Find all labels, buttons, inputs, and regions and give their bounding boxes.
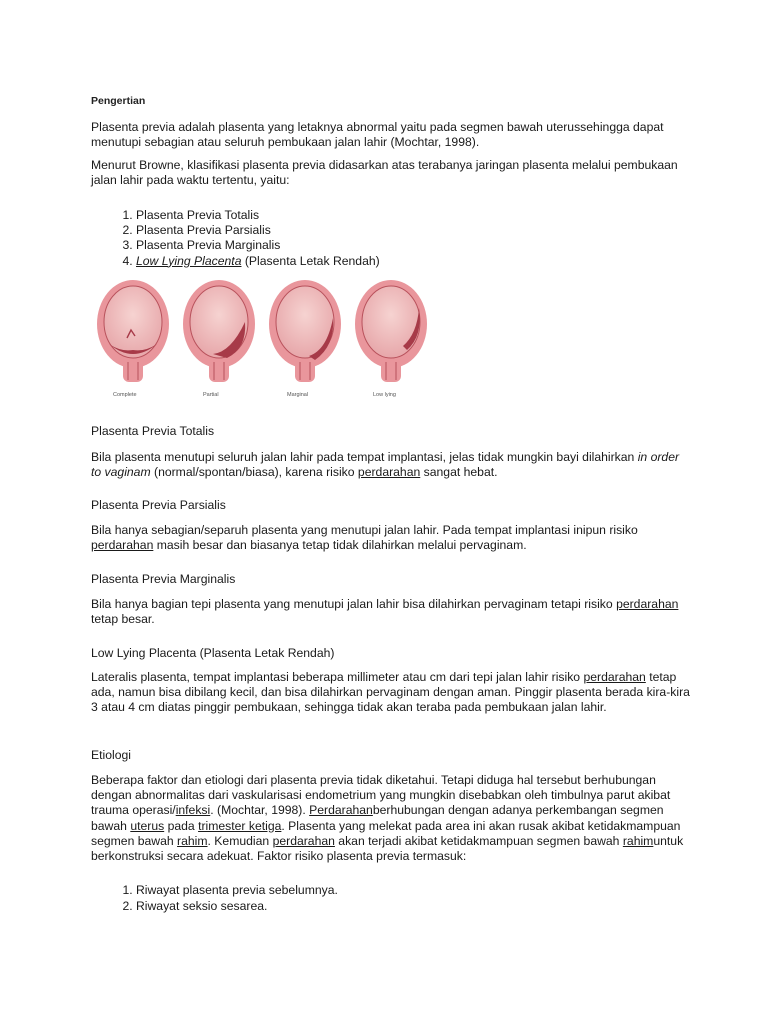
uterus-diagram-marginal: [269, 280, 341, 382]
list-item: 1. Riwayat plasenta previa sebelumnya.: [136, 883, 736, 898]
rahim-link[interactable]: rahim: [177, 833, 208, 848]
section-title-totalis: Plasenta Previa Totalis: [91, 424, 215, 438]
list-item: 2. Plasenta Previa Parsialis: [136, 223, 736, 238]
perdarahan-link[interactable]: Perdarahan: [309, 803, 373, 818]
uterus-diagram-partial: [183, 280, 255, 382]
list-item: 1. Plasenta Previa Totalis: [136, 208, 736, 223]
text-span: masih besar dan biasanya tetap tidak dilahirkan melalui pervaginam.: [153, 538, 527, 553]
paragraph-low-lying: [91, 670, 691, 716]
text-span: Bila hanya bagian tepi plasenta yang menutupi jalan lahir bisa dilahirkan pervaginam tetapi risiko: [91, 597, 617, 611]
text-span: berhubungan dengan adanya perkembangan segmen bawah: [91, 803, 664, 833]
paragraph-parsialis: [91, 523, 691, 553]
placenta-previa-figure: [91, 272, 451, 407]
text-span: Lateralis plasenta, tempat implantasi beberapa millimeter atau cm dari tepi jalan lahir risiko: [91, 670, 584, 684]
perdarahan-link[interactable]: perdarahan: [616, 597, 679, 611]
uterus-diagram-low-lying: [355, 280, 427, 382]
text-span: untuk berkonstruksi secara adekuat. Faktor risiko plasenta previa termasuk:: [91, 833, 684, 864]
text-span: akan terjadi akibat ketidakmampuan segmen bawah: [334, 833, 623, 848]
text-span: Bila plasenta menutupi seluruh jalan lahir pada tempat implantasi, jelas tidak mungkin bayi dilahirkan: [91, 450, 638, 464]
uterus-diagram-complete: [97, 280, 169, 382]
text-span: pada: [164, 818, 199, 833]
trimester-ketiga-link[interactable]: trimester ketiga: [198, 818, 282, 833]
text-span: Beberapa faktor dan etiologi dari plasenta previa tidak diketahui. Tetapi diduga hal tersebut berhubungan dengan abnormalitas dari vaskularisasi endometrium yang mungkin disebabkan oleh timbulnya parut akibat trauma operasi/: [91, 773, 671, 818]
figure-caption-marginal: Marginal: [287, 392, 309, 398]
intro-paragraph-1: Plasenta previa adalah plasenta yang letaknya abnormal yaitu pada segmen bawah uterussehingga dapat menutupi sebagian atau seluruh pembukaan jalan lahir (Mochtar, 1998).: [91, 120, 664, 150]
classification-list: [91, 208, 736, 269]
section-title-parsialis: Plasenta Previa Parsialis: [91, 498, 226, 512]
list-item: 3. Plasenta Previa Marginalis: [136, 238, 736, 253]
intro-paragraph-2: Menurut Browne, klasifikasi plasenta previa didasarkan atas terabanya jaringan plasenta melalui pembukaan jalan lahir pada waktu tertentu, yaitu:: [91, 158, 678, 188]
rahim-link[interactable]: rahim: [622, 833, 654, 848]
section-title-low-lying: Low Lying Placenta (Plasenta Letak Rendah): [91, 646, 335, 660]
perdarahan-link[interactable]: perdarahan: [91, 538, 154, 553]
list-item-rest: (Plasenta Letak Rendah): [241, 253, 380, 268]
text-span: . (Mochtar, 1998).: [210, 803, 310, 818]
figure-caption-complete: Complete: [113, 392, 137, 398]
italic-phrase: in order to vaginam: [91, 450, 680, 480]
list-item: [136, 254, 736, 269]
figure-caption-low-lying: Low lying: [373, 392, 396, 398]
perdarahan-link[interactable]: perdarahan: [357, 465, 421, 480]
section-heading-pengertian: Pengertian: [91, 95, 146, 107]
text-span: tetap ada, namun bisa dibilang kecil, dan bisa dilahirkan pervaginam dengan aman. Pinggir plasenta berada kira-kira 3 atau 4 cm diatas pinggir pembukaan, sehingga tidak akan teraba pada pembukaan jalan lahir.: [91, 670, 690, 715]
paragraph-marginalis: [91, 597, 691, 627]
perdarahan-link[interactable]: perdarahan: [583, 670, 646, 684]
uterus-link[interactable]: uterus: [130, 818, 165, 833]
text-span: . Plasenta yang melekat pada area ini akan rusak akibat ketidakmampuan segmen bawah: [91, 818, 681, 848]
paragraph-etiologi: [91, 773, 691, 864]
text-span: (normal/spontan/biasa), karena risiko: [150, 465, 358, 480]
text-span: tetap besar.: [91, 612, 155, 627]
figure-caption-partial: Partial: [203, 392, 219, 398]
section-title-etiologi: Etiologi: [91, 748, 131, 762]
paragraph-totalis: [91, 450, 691, 480]
text-span: sangat hebat.: [420, 465, 498, 480]
text-span: . Kemudian: [207, 833, 273, 848]
list-item: 2. Riwayat seksio sesarea.: [136, 899, 736, 914]
low-lying-link[interactable]: Low Lying Placenta: [136, 253, 242, 268]
perdarahan-link[interactable]: perdarahan: [272, 833, 335, 848]
section-title-marginalis: Plasenta Previa Marginalis: [91, 572, 236, 586]
text-span: Bila hanya sebagian/separuh plasenta yang menutupi jalan lahir. Pada tempat implantasi inipun risiko: [91, 523, 638, 537]
infeksi-link[interactable]: infeksi: [175, 803, 211, 818]
risk-factor-list: [91, 883, 736, 914]
